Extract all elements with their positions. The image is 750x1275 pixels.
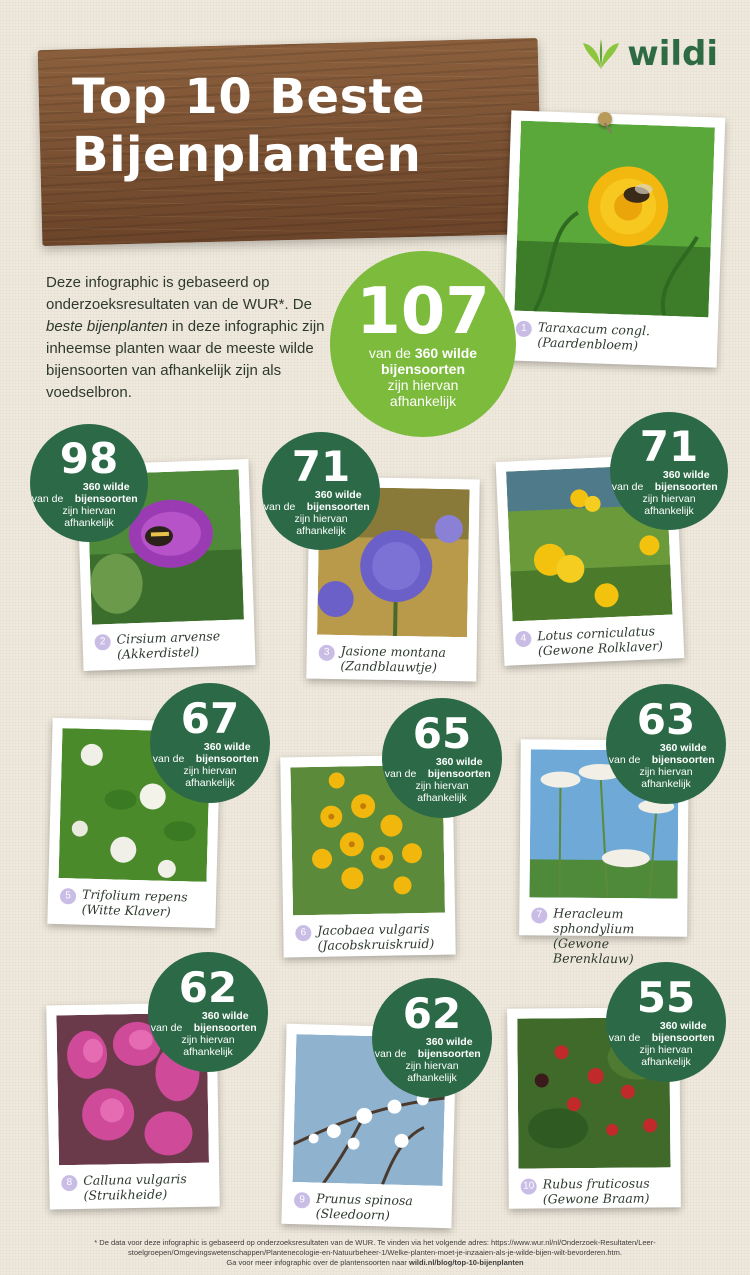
badge-post-1: zijn hiervan afhankelijk xyxy=(387,377,459,409)
plant-caption-10 xyxy=(519,1167,671,1206)
badge-post-10: zijn hiervan afhankelijk xyxy=(639,1044,693,1068)
count-badge-3 xyxy=(262,432,380,550)
dandelion-photo xyxy=(514,121,715,318)
plant-dutch-7: (Gewone Berenklauw) xyxy=(552,935,634,967)
plant-latin-2: Cirsium arvense xyxy=(116,628,221,647)
plant-caption-4 xyxy=(513,614,675,659)
plant-latin-6: Jacobaea vulgaris xyxy=(317,920,430,938)
count-badge-9 xyxy=(372,978,492,1098)
count-value-2: 98 xyxy=(59,434,119,483)
badge-pre-4: van de xyxy=(611,481,647,493)
badge-bold-5: 360 wilde bijensoorten xyxy=(195,741,259,765)
footer-line-3-text: Ga voor meer infographic over de plantensoorten naar xyxy=(226,1258,410,1267)
count-value-4: 71 xyxy=(639,422,699,471)
count-value-1: 107 xyxy=(356,275,490,349)
badge-bold-2: 360 wilde bijensoorten xyxy=(74,481,138,505)
plant-dutch-8: (Struikheide) xyxy=(83,1186,168,1203)
rank-badge-2: 2 xyxy=(94,634,111,651)
badge-post-4: zijn hiervan afhankelijk xyxy=(642,493,696,517)
plant-photo-1 xyxy=(514,121,715,318)
plant-latin-4: Lotus corniculatus xyxy=(536,623,656,644)
count-value-8: 62 xyxy=(178,963,238,1012)
badge-pre-2: van de xyxy=(31,493,67,505)
count-value-7: 63 xyxy=(636,695,696,744)
count-value-3: 71 xyxy=(291,442,351,491)
count-badge-1 xyxy=(330,251,516,437)
badge-post-2: zijn hiervan afhankelijk xyxy=(62,505,116,529)
plant-caption-5 xyxy=(58,878,207,920)
badge-pre-8: van de xyxy=(150,1022,186,1034)
badge-bold-6: 360 wilde bijensoorten xyxy=(427,756,491,780)
intro-sentence-2-start: De xyxy=(292,296,312,313)
plant-latin-9: Prunus spinosa xyxy=(315,1190,414,1209)
count-value-9: 62 xyxy=(402,989,462,1038)
plant-caption-9 xyxy=(292,1182,443,1224)
title-line-1: Top 10 Beste xyxy=(72,69,426,125)
plant-dutch-4: (Gewone Rolklaver) xyxy=(537,637,664,659)
badge-bold-1: 360 wilde bijensoorten xyxy=(380,345,478,377)
rank-badge-5: 5 xyxy=(60,888,76,904)
leaf-icon xyxy=(581,37,621,71)
badge-bold-4: 360 wilde bijensoorten xyxy=(654,469,718,493)
badge-pre-10: van de xyxy=(608,1032,644,1044)
rank-badge-9: 9 xyxy=(294,1192,310,1208)
count-badge-2 xyxy=(30,424,148,542)
badge-bold-7: 360 wilde bijensoorten xyxy=(651,742,715,766)
plant-latin-1: Taraxacum congl. xyxy=(537,319,651,339)
footer-line-1: * De data voor deze infographic is gebaseerd op onderzoeksresultaten van de WUR. Te vinden via het volgende adres: https://www.wur.nl/nl/Onderzoek-Resultaten/Leer- xyxy=(94,1238,656,1247)
plant-latin-5: Trifolium repens xyxy=(81,886,188,905)
count-value-5: 67 xyxy=(180,694,240,743)
badge-post-9: zijn hiervan afhankelijk xyxy=(405,1060,459,1084)
plant-dutch-1: (Paardenbloem) xyxy=(537,334,639,353)
count-badge-7 xyxy=(606,684,726,804)
badge-post-3: zijn hiervan afhankelijk xyxy=(294,513,348,537)
plant-dutch-5: (Witte Klaver) xyxy=(81,901,171,919)
count-badge-10 xyxy=(606,962,726,1082)
plant-latin-3: Jasione montana xyxy=(340,643,447,660)
pushpin-icon xyxy=(598,112,612,126)
intro-sentence-1: Deze infographic is gebaseerd op onderzoeksresultaten van de WUR*. xyxy=(46,274,289,313)
plant-caption-8 xyxy=(59,1163,210,1204)
count-value-6: 65 xyxy=(412,709,472,758)
intro-sentence-2-end: in deze infographic zijn inheemse planten waar de meeste wilde bijensoorten van afhankelijk zijn als voedselbron. xyxy=(46,318,325,401)
plant-dutch-9: (Sleedoorn) xyxy=(315,1205,391,1223)
badge-post-6: zijn hiervan afhankelijk xyxy=(415,780,469,804)
wildi-logo[interactable] xyxy=(581,34,718,74)
rank-badge-3: 3 xyxy=(319,645,335,661)
badge-pre-1: van de xyxy=(368,345,415,361)
plant-dutch-6: (Jacobskruiskruid) xyxy=(317,935,435,953)
badge-bold-10: 360 wilde bijensoorten xyxy=(651,1020,715,1044)
badge-post-5: zijn hiervan afhankelijk xyxy=(183,765,237,789)
footer-note xyxy=(30,1238,720,1268)
count-badge-4 xyxy=(610,412,728,530)
intro-emphasis: beste bijenplanten xyxy=(46,318,168,335)
rank-badge-1: 1 xyxy=(516,321,533,338)
badge-post-8: zijn hiervan afhankelijk xyxy=(181,1034,235,1058)
plant-dutch-10: (Gewone Braam) xyxy=(542,1190,650,1207)
plant-caption-7 xyxy=(529,897,678,966)
plant-latin-8: Calluna vulgaris xyxy=(83,1171,187,1188)
footer-link[interactable]: wildi.nl/blog/top-10-bijenplanten xyxy=(409,1258,524,1267)
badge-pre-6: van de xyxy=(384,768,420,780)
plant-caption-3 xyxy=(316,635,467,676)
badge-bold-8: 360 wilde bijensoorten xyxy=(193,1010,257,1034)
badge-pre-3: van de xyxy=(263,501,299,513)
plant-caption-2 xyxy=(92,619,245,662)
count-badge-8 xyxy=(148,952,268,1072)
plant-latin-7: Heracleum sphondylium xyxy=(553,905,635,937)
rank-badge-6: 6 xyxy=(295,925,311,941)
plant-caption-6 xyxy=(293,913,446,954)
badge-pre-9: van de xyxy=(374,1048,410,1060)
badge-post-7: zijn hiervan afhankelijk xyxy=(639,766,693,790)
plant-dutch-3: (Zandblauwtje) xyxy=(340,658,438,675)
badge-bold-9: 360 wilde bijensoorten xyxy=(417,1036,481,1060)
rank-badge-10: 10 xyxy=(521,1179,537,1195)
rank-badge-4: 4 xyxy=(515,631,532,648)
count-badge-5 xyxy=(150,683,270,803)
rank-badge-8: 8 xyxy=(61,1175,77,1191)
rank-badge-7: 7 xyxy=(531,907,547,923)
footer-line-3 xyxy=(30,1258,720,1268)
logo-text: wildi xyxy=(627,34,718,74)
plant-latin-10: Rubus fruticosus xyxy=(542,1175,650,1192)
title-line-2: Bijenplanten xyxy=(72,127,422,183)
plant-card-1[interactable] xyxy=(503,110,726,367)
plant-caption-1 xyxy=(513,311,708,356)
page-title xyxy=(72,68,512,184)
badge-pre-5: van de xyxy=(152,753,188,765)
plant-dutch-2: (Akkerdistel) xyxy=(116,643,200,662)
count-badge-6 xyxy=(382,698,502,818)
intro-text xyxy=(46,272,346,404)
badge-bold-3: 360 wilde bijensoorten xyxy=(306,489,370,513)
count-value-10: 55 xyxy=(636,973,696,1022)
badge-pre-7: van de xyxy=(608,754,644,766)
footer-line-2: stoelgroepen/Omgevingswetenschappen/Plantenecologie-en-Natuurbeheer-1/Welke-planten-moet-je-inzaaien-als-je-wilde-bijen-wilt-bevorderen.htm. xyxy=(128,1248,622,1257)
